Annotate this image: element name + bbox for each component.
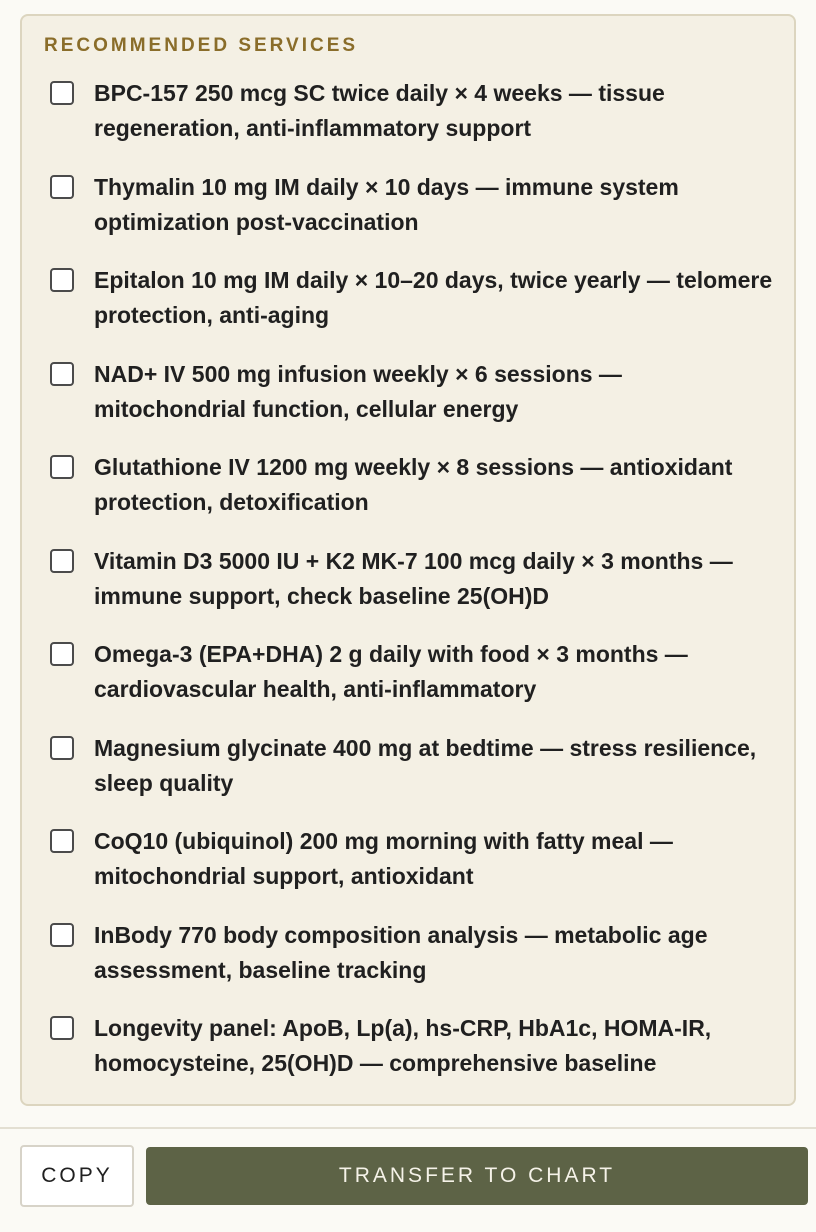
service-item[interactable] — [22, 1009, 794, 1103]
service-label: Glutathione IV 1200 mg weekly × 8 sessions — antioxidant protection, detoxification — [94, 454, 733, 515]
service-label: Omega-3 (EPA+DHA) 2 g daily with food × 3 months — cardiovascular health, anti-inflammatory — [94, 641, 688, 702]
service-checkbox[interactable] — [50, 736, 74, 760]
service-item[interactable] — [22, 355, 794, 449]
service-label: CoQ10 (ubiquinol) 200 mg morning with fatty meal — mitochondrial support, antioxidant — [94, 828, 673, 889]
service-item[interactable] — [22, 168, 794, 262]
service-checkbox[interactable] — [50, 81, 74, 105]
service-item[interactable] — [22, 635, 794, 729]
service-label: Magnesium glycinate 400 mg at bedtime — stress resilience, sleep quality — [94, 734, 757, 796]
service-checkbox[interactable] — [50, 175, 74, 199]
service-item[interactable] — [22, 729, 794, 823]
footer-divider — [0, 1127, 816, 1129]
service-checkbox[interactable] — [50, 1016, 74, 1040]
service-checkbox[interactable] — [50, 268, 74, 292]
service-checkbox[interactable] — [50, 362, 74, 386]
service-label: Vitamin D3 5000 IU + K2 MK-7 100 mcg daily × 3 months — immune support, check baseline 25(OH)D — [94, 547, 733, 609]
service-checkbox[interactable] — [50, 829, 74, 853]
service-item[interactable] — [22, 916, 794, 1010]
service-label: BPC-157 250 mcg SC twice daily × 4 weeks — tissue regeneration, anti-inflammatory support — [94, 80, 665, 141]
copy-button[interactable]: COPY — [20, 1145, 134, 1207]
service-checkbox[interactable] — [50, 455, 74, 479]
service-item[interactable] — [22, 542, 794, 636]
transfer-to-chart-button[interactable]: TRANSFER TO CHART — [146, 1147, 808, 1205]
service-item[interactable] — [22, 448, 794, 542]
service-list — [22, 74, 794, 1103]
service-checkbox[interactable] — [50, 642, 74, 666]
service-item[interactable] — [22, 261, 794, 355]
service-item[interactable] — [22, 822, 794, 916]
service-item[interactable] — [22, 74, 794, 168]
section-title: RECOMMENDED SERVICES — [44, 35, 359, 56]
recommended-services-panel — [20, 14, 796, 1106]
service-label: Longevity panel: ApoB, Lp(a), hs-CRP, HbA1c, HOMA-IR, homocysteine, 25(OH)D — comprehensive baseline — [94, 1015, 712, 1076]
service-checkbox[interactable] — [50, 549, 74, 573]
service-label: Epitalon 10 mg IM daily × 10–20 days, twice yearly — telomere protection, anti-aging — [94, 267, 773, 328]
service-checkbox[interactable] — [50, 923, 74, 947]
service-label: NAD+ IV 500 mg infusion weekly × 6 sessions — mitochondrial function, cellular energy — [94, 360, 622, 422]
service-label: InBody 770 body composition analysis — metabolic age assessment, baseline tracking — [94, 921, 708, 983]
service-label: Thymalin 10 mg IM daily × 10 days — immune system optimization post-vaccination — [94, 173, 679, 235]
